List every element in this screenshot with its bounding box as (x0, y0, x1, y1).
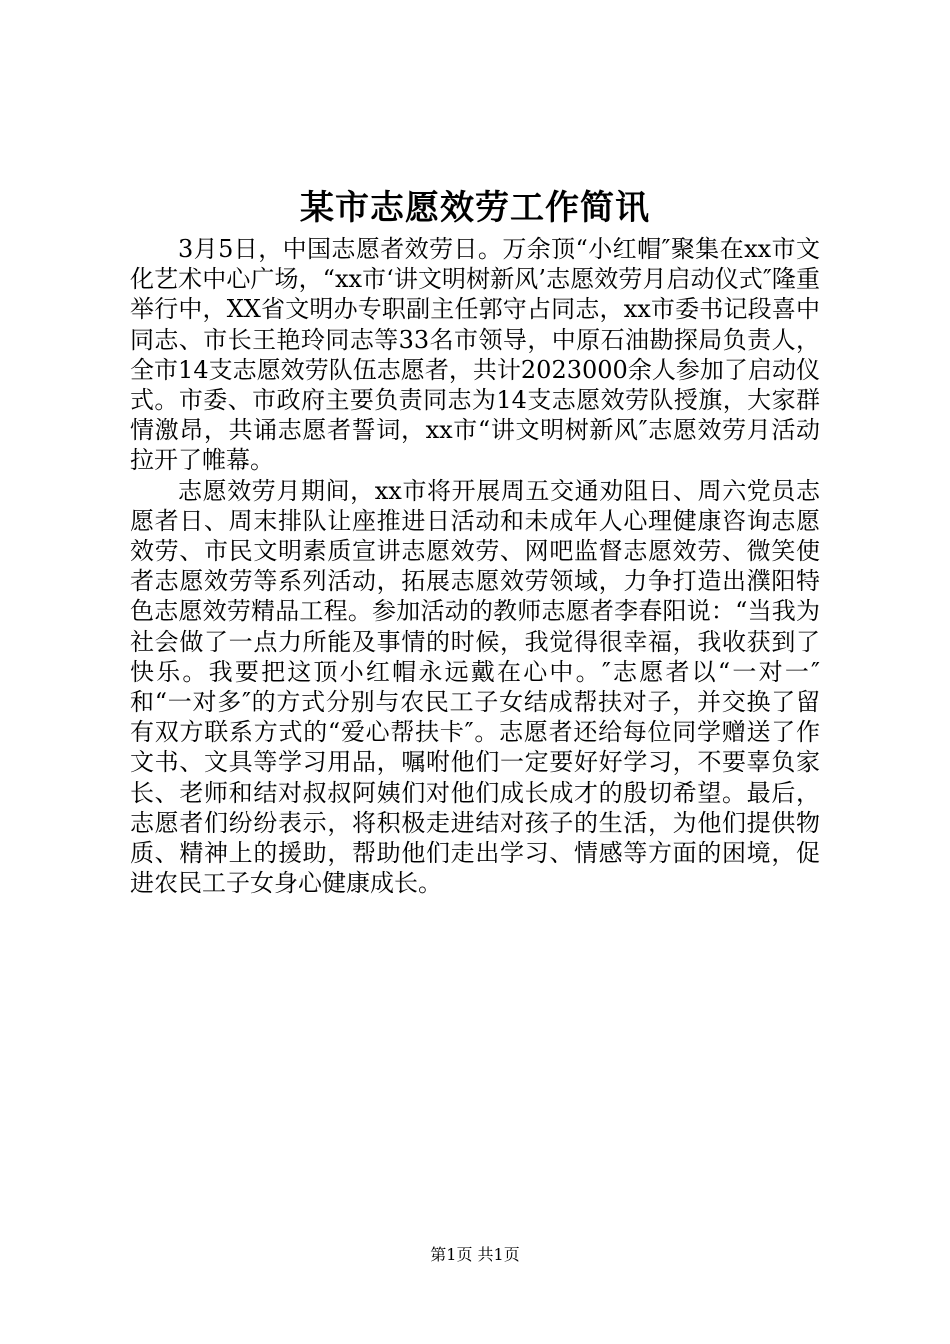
document-body (130, 234, 820, 898)
document-title: 某市志愿效劳工作简讯 (300, 188, 650, 228)
paragraph-2: 志愿效劳月期间，xx市将开展周五交通劝阻日、周六党员志愿者日、周末排队让座推进日活动和未成年人心理健康咨询志愿效劳、市民文明素质宣讲志愿效劳、网吧监督志愿效劳、微笑使者志愿效劳等系列活动，拓展志愿效劳领域，力争打造出濮阳特色志愿效劳精品工程。参加活动的教师志愿者李春阳说：“当我为社会做了一点力所能及事情的时候，我觉得很幸福，我收获到了快乐。我要把这顶小红帽永远戴在心中。″志愿者以“一对一″和“一对多″的方式分别与农民工子女结成帮扶对子，并交换了留有双方联系方式的“爱心帮扶卡″。志愿者还给每位同学赠送了作文书、文具等学习用品，嘱咐他们一定要好好学习，不要辜负家长、老师和结对叔叔阿姨们对他们成长成才的殷切希望。最后，志愿者们纷纷表示，将积极走进结对孩子的生活，为他们提供物质、精神上的援助，帮助他们走出学习、情感等方面的困境，促进农民工子女身心健康成长。 (130, 476, 820, 898)
page-footer: 第1页 共1页 (430, 1245, 520, 1264)
paragraph-1: 3月5日，中国志愿者效劳日。万余顶“小红帽″聚集在xx市文化艺术中心广场，“xx市‘讲文明树新风’志愿效劳月启动仪式″隆重举行中，XX省文明办专职副主任郭守占同志，xx市委书记段喜中同志、市长王艳玲同志等33名市领导，中原石油勘探局负责人，全市14支志愿效劳队伍志愿者，共计2023000余人参加了启动仪式。市委、市政府主要负责同志为14支志愿效劳队授旗，大家群情激昂，共诵志愿者誓词，xx市“讲文明树新风″志愿效劳月活动拉开了帷幕。 (130, 235, 820, 475)
